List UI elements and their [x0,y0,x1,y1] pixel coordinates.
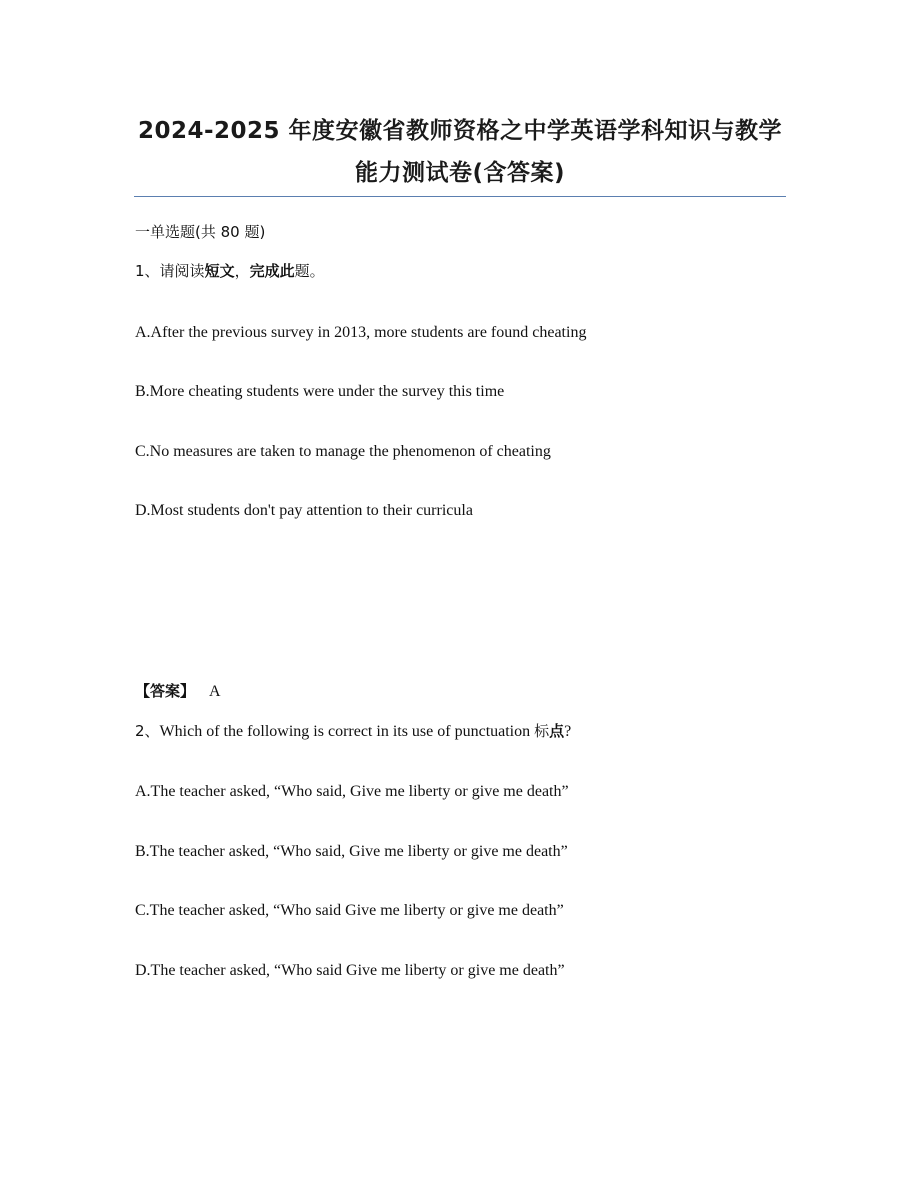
question-2-prompt-cn: 标 [534,722,550,740]
question-2-option-a: A.The teacher asked, “Who said, Give me liberty or give me death” [135,783,569,800]
question-1-option-c: C.No measures are taken to manage the phenomenon of cheating [135,443,551,460]
question-1-prompt [135,260,325,282]
answer-label: 【答案】 [135,682,196,700]
question-1-prompt-suffix: 题。 [294,262,325,280]
document-title-line-2: 能力测试卷(含答案) [354,160,566,186]
document-title-line-1: 2024-2025 年度安徽省教师资格之中学英语学科知识与教学 [137,118,783,144]
question-1-answer [135,680,221,703]
question-1-option-d: D.Most students don't pay attention to their curricula [135,502,473,519]
question-1-prompt-bold-1: 短文 [204,262,235,280]
question-1-prompt-bold-2: 完成此 [249,262,295,280]
question-2-option-b: B.The teacher asked, “Who said, Give me liberty or give me death” [135,843,568,860]
question-1-option-b: B.More cheating students were under the survey this time [135,383,505,400]
question-2-prompt-cn-bold: 点 [549,722,565,740]
question-1-number: 1、 [135,262,160,280]
title-divider [134,196,786,197]
question-2-prompt-text: Which of the following is correct in its use of punctuation [159,723,535,740]
question-1-option-a: A.After the previous survey in 2013, more students are found cheating [135,324,587,341]
question-2-prompt-end: ? [564,723,572,740]
question-2-prompt [135,720,571,743]
question-2-option-d: D.The teacher asked, “Who said Give me liberty or give me death” [135,962,565,979]
question-1-prompt-mid: ， [234,262,250,280]
question-2-number: 2、 [135,722,160,740]
question-2-option-c: C.The teacher asked, “Who said Give me liberty or give me death” [135,902,564,919]
answer-value: A [209,683,221,700]
question-1-prompt-prefix: 请阅读 [159,262,205,280]
section-heading: 一单选题(共 80 题) [135,223,266,241]
